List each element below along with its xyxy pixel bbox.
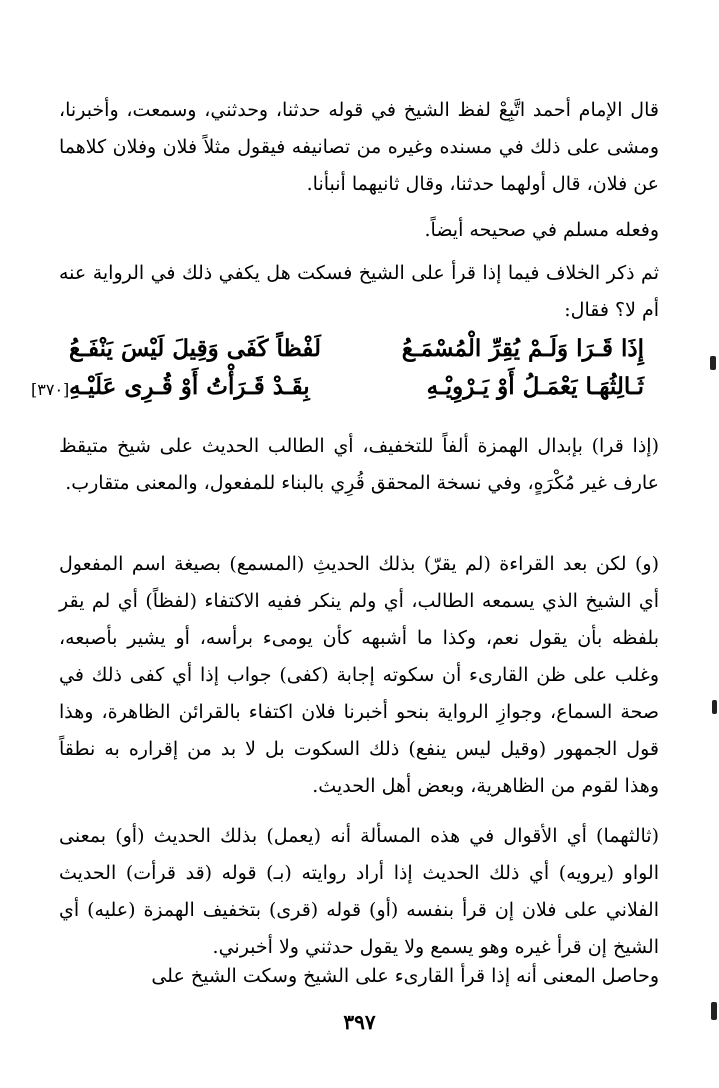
paragraph-khilaf: ثم ذكر الخلاف فيما إذا قرأ على الشيخ فسكت هل يكفي ذلك في الرواية عنه أم لا؟ فقال: bbox=[59, 262, 659, 321]
scan-edge-mark bbox=[710, 356, 716, 370]
verse-line-2 bbox=[31, 368, 679, 406]
paragraph-commentary-3: (ثالثهما) أي الأقوال في هذه المسألة أنه (يعمل) بذلك الحديث (أو) بمعنى الواو (يرويه) أي ذلك الحديث إذا أراد روايته (بـ) قوله (قد قرأت) الحديث الفلاني على فلان إن قرأ بنفسه (أو) قوله (قرى) بتخفيف الهمزة (عليه) أي الشيخ إن قرأ غيره وهو يسمع ولا يقول حدثني ولا أخبرني. bbox=[59, 825, 659, 958]
verse-line-1 bbox=[59, 330, 679, 368]
paragraph-conclusion: وحاصل المعنى أنه إذا قرأ القارىء على الشيخ وسكت الشيخ على bbox=[151, 965, 659, 987]
verse-2-second-hemistich: بِقَـدْ قَـرَأْتُ أَوْ قُـرِى عَلَيْـهِ bbox=[69, 373, 310, 400]
poem-verse bbox=[31, 330, 679, 406]
scan-edge-mark bbox=[712, 700, 717, 714]
verse-1-first-hemistich: إِذَا قَـرَا وَلَـمْ يُقِرِّ الْمُسْمَـعُ bbox=[401, 335, 644, 362]
paragraph-commentary-1: (إذا قرا) بإبدال الهمزة ألفاً للتخفيف، أي الطالب الحديث على شيخ متيقظ عارف غير مُكْرَهٍ، وفي نسخة المحقق قُرِي بالبناء للمفعول، والمعنى متقارب. bbox=[59, 435, 659, 494]
verse-number: [٣٧٠] bbox=[31, 380, 70, 399]
page-number: ٣٩٧ bbox=[343, 1010, 376, 1034]
paragraph-ahmad: قال الإمام أحمد اتَّبِعْ لفظ الشيخ في قوله حدثنا، وحدثني، وسمعت، وأخبرنا، ومشى على ذلك في مسنده وغيره من تصانيفه فيقول مثلاً فلان وفلان كلاهما عن فلان، قال أولهما حدثنا، وقال ثانيهما أنبأنا. bbox=[59, 99, 659, 195]
verse-2-first-hemistich: ثَـالِثُهَـا يَعْمَـلُ أَوْ يَـرْوِيْـهِ bbox=[426, 373, 644, 400]
paragraph-commentary-2: (و) لكن بعد القراءة (لم يقرّ) بذلك الحديثِ (المسمع) بصيغة اسم المفعول أي الشيخ الذي يسمعه الطالب، أي ولم ينكر ففيه الاكتفاء (لفظاً) أي لم يقر بلفظه بأن يقول نعم، وكذا ما أشبهه كأن يومىء برأسه، أو يشير بأصبعه، وغلب على ظن القارىء أن سكوته إجابة (كفى) جواب إذا أي كفى ذلك في صحة السماع، وجوازِ الرواية بنحو أخبرنا فلان اكتفاء بالقرائن الظاهرة، وهذا قول الجمهور (وقيل ليس ينفع) ذلك السكوت بل لا بد من إقراره به نطقاً وهذا لقوم من الظاهرية، وبعض أهل الحديث. bbox=[59, 553, 659, 797]
verse-1-second-hemistich: لَفْظاً كَفَى وَقِيلَ لَيْسَ يَنْفَـعُ bbox=[69, 335, 321, 362]
paragraph-muslim: وفعله مسلم في صحيحه أيضاً. bbox=[424, 219, 659, 241]
scan-edge-mark bbox=[711, 1002, 717, 1020]
